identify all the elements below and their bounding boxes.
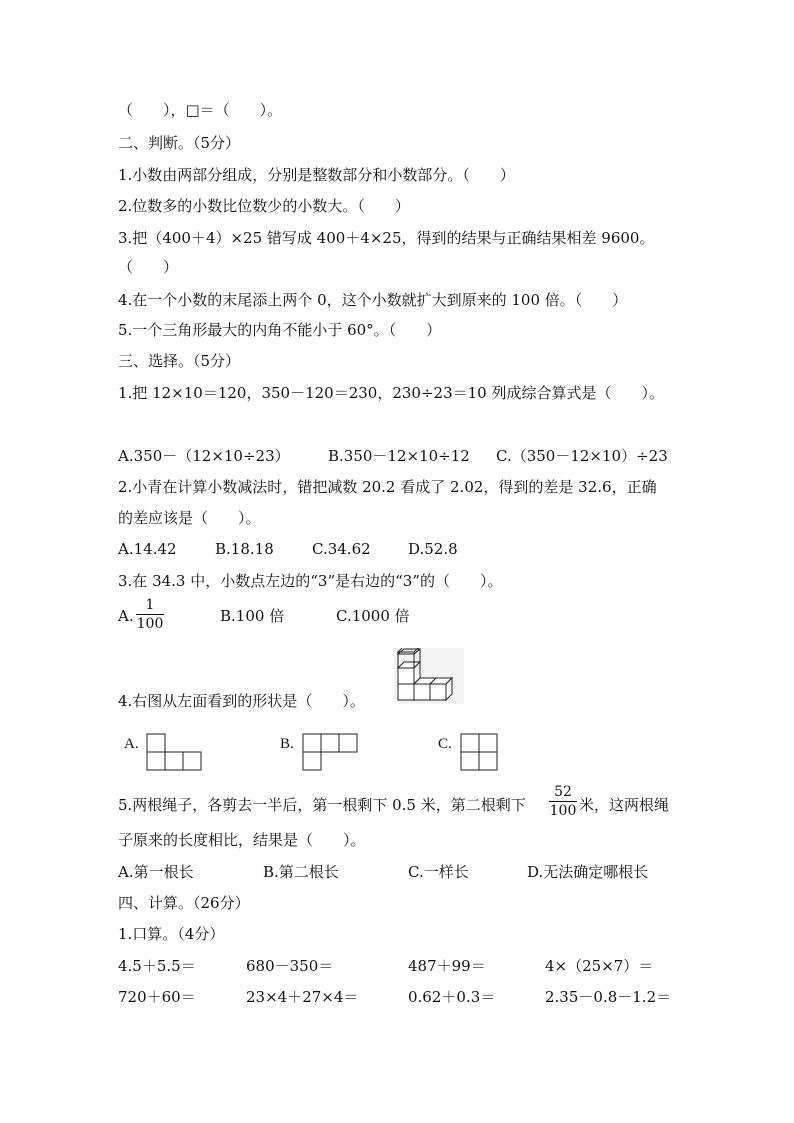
judge-q3: 3.把（400＋4）×25 错写成 400＋4×25，得到的结果与正确结果相差 9600。 [118,229,655,247]
cube-stack-figure [394,648,464,704]
choice-q4-option-b-label: B. [280,736,294,752]
judge-q3-answer: （ ） [118,258,179,276]
choice-q4-option-c-figure [460,733,498,771]
choice-q1-option-c: C.（350－12×10）÷23 [496,447,668,465]
choice-q4-option-a-figure [146,733,202,771]
choice-q5-option-a: A.第一根长 [118,863,194,881]
choice-q5-line1-part2: 米，这两根绳 [579,796,670,814]
oral-calc-item: 4.5＋5.5＝ [118,957,196,975]
section-choice-title: 三、选择。（5分） [118,352,241,370]
choice-q3-option-b: B.100 倍 [220,607,285,625]
choice-q3-option-c: C.1000 倍 [336,607,410,625]
fraction-denominator: 100 [549,803,577,819]
choice-q2-option-c: C.34.62 [312,540,371,558]
choice-q2-line2: 的差应该是（ ）。 [118,509,261,527]
oral-calc-item: 720＋60＝ [118,988,196,1006]
choice-q2-option-a: A.14.42 [118,540,177,558]
section-calc-title: 四、计算。（26分） [118,894,250,912]
choice-q1-option-a: A.350－（12×10÷23） [118,447,290,465]
choice-q3-option-a-fraction [136,597,164,632]
oral-calc-item: 680－350＝ [246,957,334,975]
judge-q4: 4.在一个小数的末尾添上两个 0，这个小数就扩大到原来的 100 倍。（ ） [118,291,628,309]
choice-q5-line2: 子原来的长度相比，结果是（ ）。 [118,831,366,849]
choice-q5-fraction [549,784,577,819]
choice-q4-option-a-label: A. [124,736,139,752]
choice-q1: 1.把 12×10＝120，350－120＝230，230÷23＝10 列成综合算式是（ ）。 [118,384,664,402]
choice-q4-option-c-label: C. [438,736,452,752]
choice-q4: 4.右图从左面看到的形状是（ ）。 [118,692,365,710]
choice-q2-option-b: B.18.18 [215,540,274,558]
oral-calc-item: 0.62＋0.3＝ [408,988,496,1006]
choice-q4-option-b-figure [302,733,358,771]
fraction-bar [549,801,577,802]
fraction-bar [136,614,164,615]
oral-calc-item: 2.35－0.8－1.2＝ [545,988,672,1006]
oral-calc-item: 23×4＋27×4＝ [246,988,359,1006]
oral-calc-item: 4×（25×7）＝ [545,957,654,975]
choice-q2-option-d: D.52.8 [408,540,458,558]
choice-q3-option-a-label: A. [118,607,134,625]
choice-q1-option-b: B.350－12×10÷12 [328,447,470,465]
section-judge-title: 二、判断。（5分） [118,134,241,152]
choice-q5-line1-part1: 5.两根绳子，各剪去一半后，第一根剩下 0.5 米，第二根剩下 [118,796,526,814]
choice-q5-option-b: B.第二根长 [263,863,339,881]
fraction-denominator: 100 [136,616,164,632]
fraction-numerator: 1 [145,597,155,613]
judge-q5: 5.一个三角形最大的内角不能小于 60°。（ ） [118,321,442,339]
calc-sub1-title: 1.口算。（4分） [118,925,225,943]
choice-q5-option-d: D.无法确定哪根长 [527,863,649,881]
judge-q2: 2.位数多的小数比位数少的小数大。（ ） [118,197,410,215]
choice-q5-option-c: C.一样长 [408,863,469,881]
choice-q2-line1: 2.小青在计算小数减法时，错把减数 20.2 看成了 2.02，得到的差是 32.6，正确 [118,478,657,496]
oral-calc-item: 487＋99＝ [408,957,486,975]
judge-q1: 1.小数由两部分组成，分别是整数部分和小数部分。（ ） [118,166,515,184]
choice-q3: 3.在 34.3 中，小数点左边的“3”是右边的“3”的（ ）。 [118,572,503,590]
carry-over-line: （ ），□＝（ ）。 [118,101,283,119]
fraction-numerator: 52 [554,784,572,800]
